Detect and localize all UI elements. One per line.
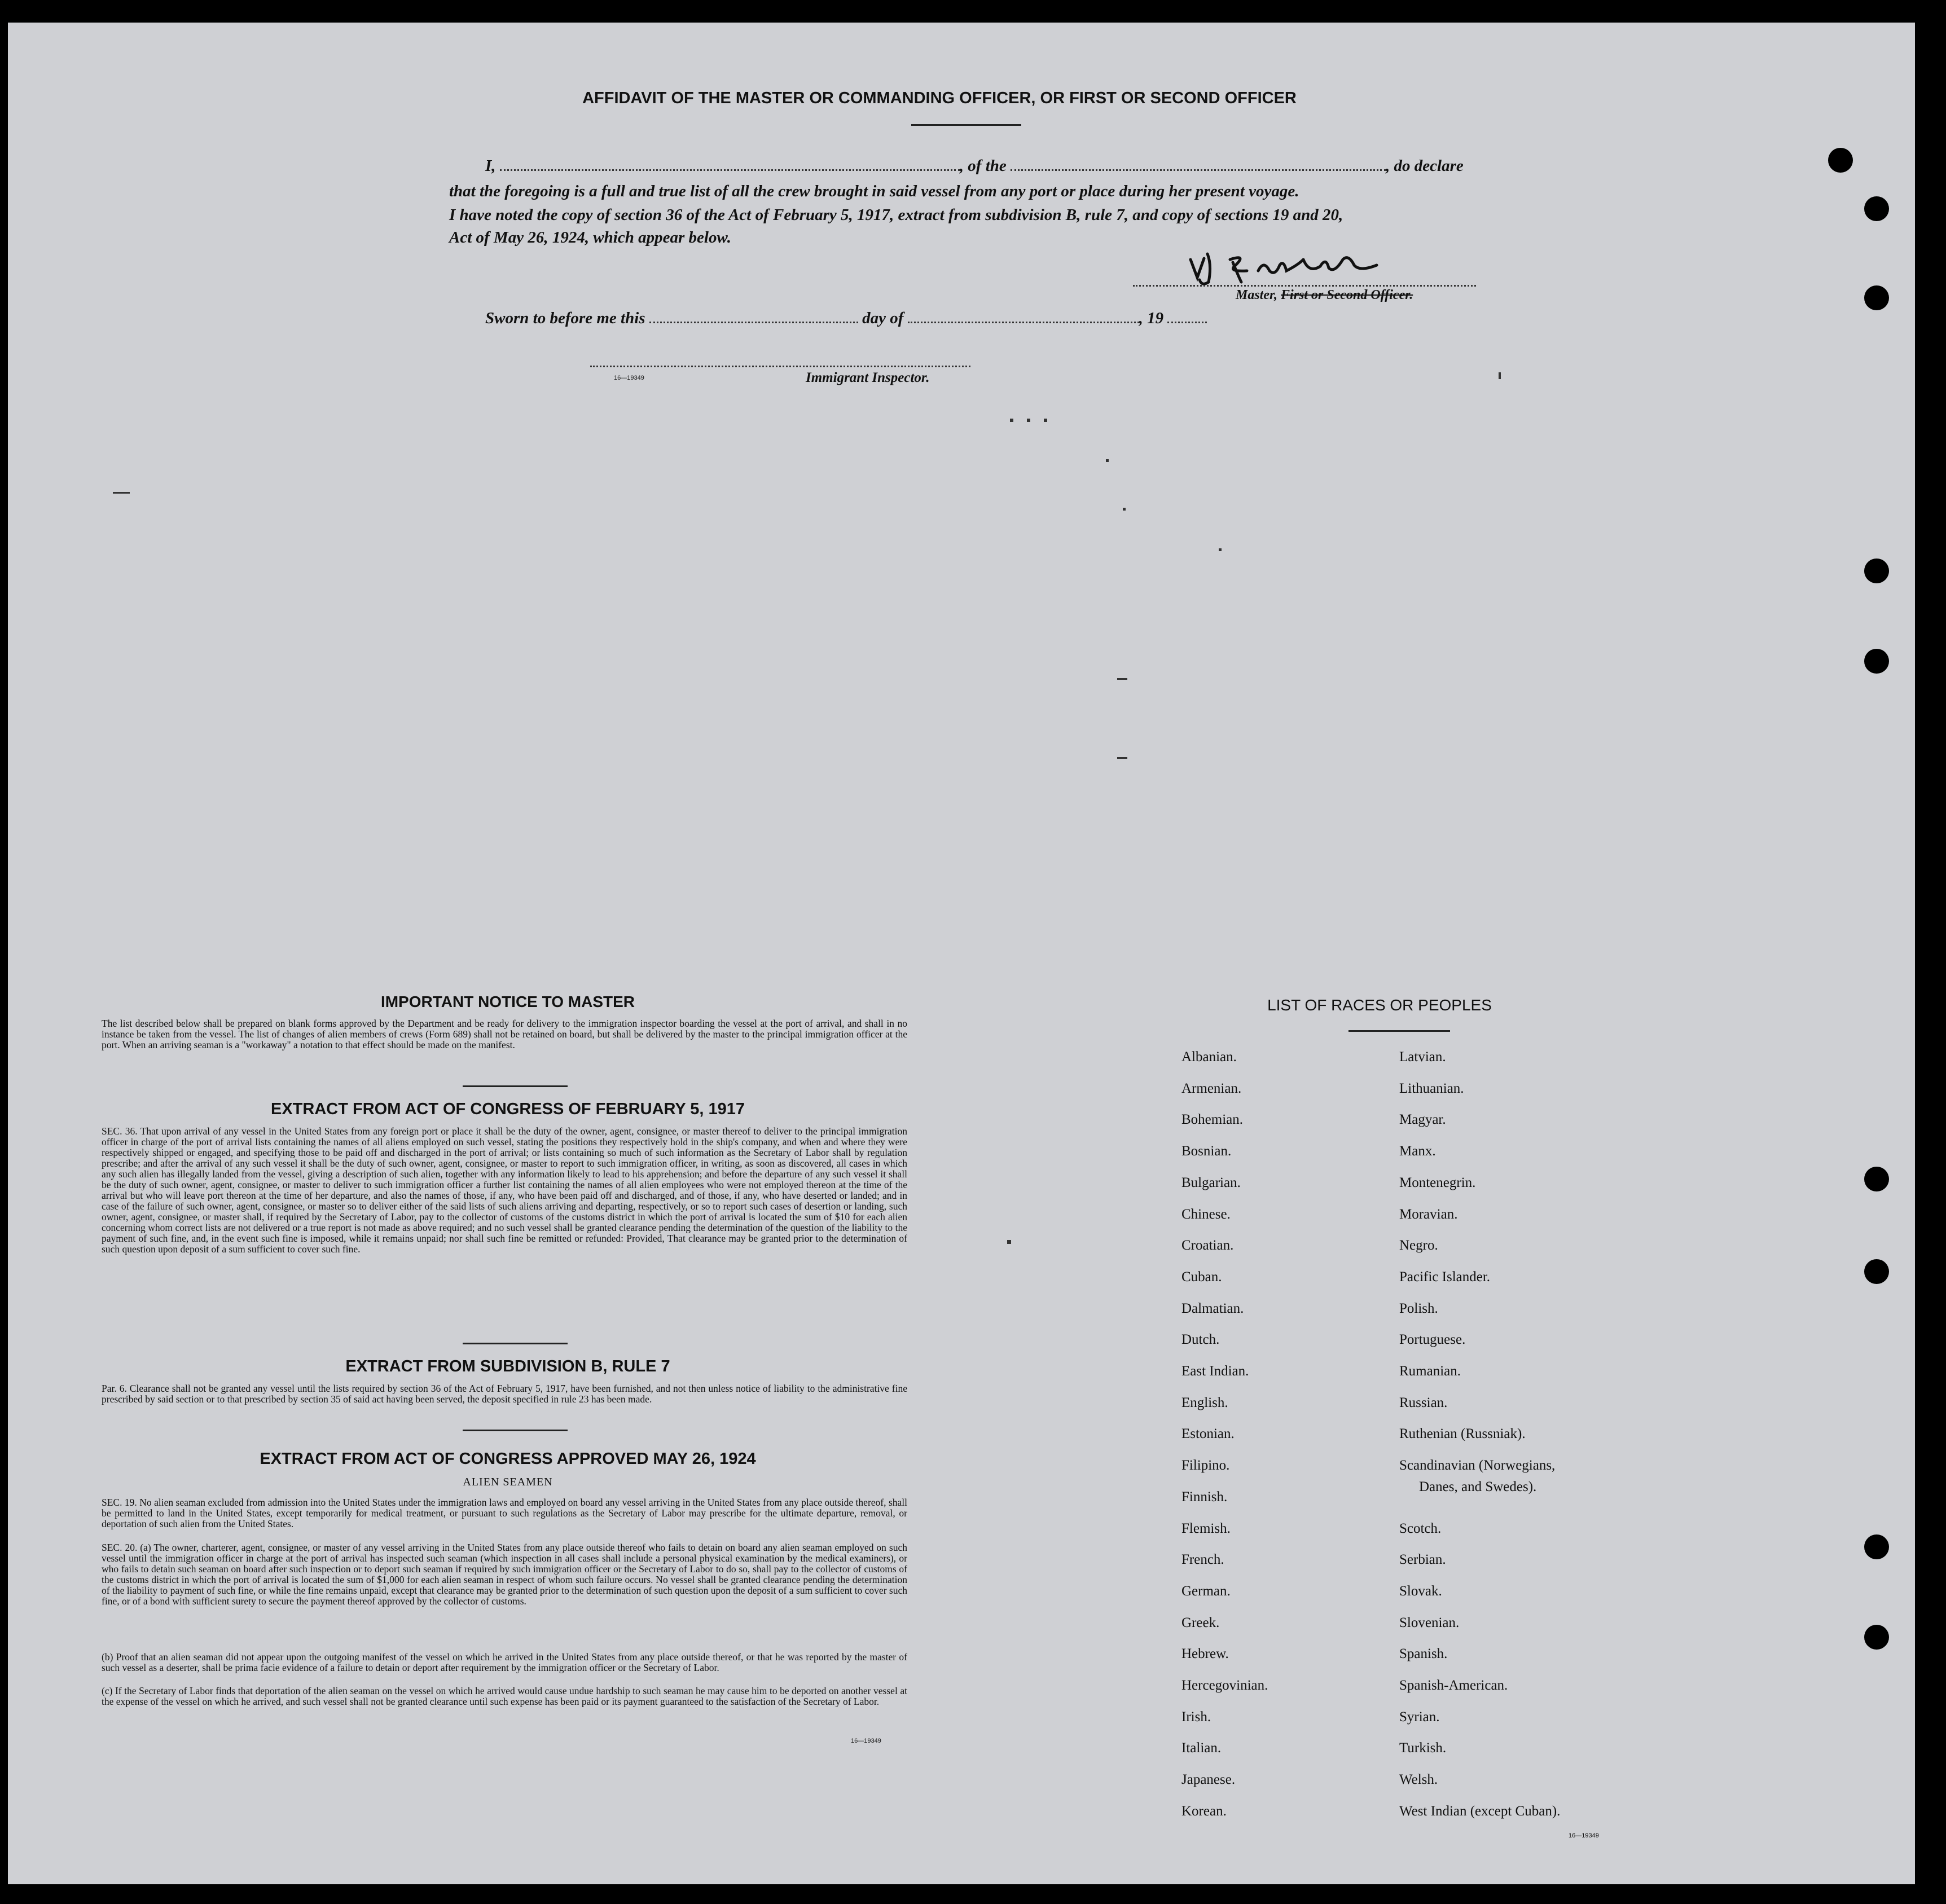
affidavit-line-3: I have noted the copy of section 36 of the Act of February 5, 1917, extract from subdivision B, rule 7, and copy of sections 19 and 20, (449, 206, 1343, 224)
races-title: LIST OF RACES OR PEOPLES (1267, 996, 1492, 1014)
affidavit-line-2: that the foregoing is a full and true list of all the crew brought in said vessel from any port or place during her present voyage. (449, 182, 1299, 200)
race-item: Armenian. (1181, 1081, 1242, 1096)
race-item: Moravian. (1399, 1207, 1458, 1222)
race-item: Welsh. (1399, 1772, 1438, 1787)
affidavit-form-number: 16—19349 (614, 375, 644, 381)
extract-rule7-title: EXTRACT FROM SUBDIVISION B, RULE 7 (345, 1357, 670, 1375)
race-item: Slovak. (1399, 1584, 1442, 1599)
race-item: Chinese. (1181, 1207, 1231, 1222)
race-item: Spanish-American. (1399, 1678, 1508, 1693)
race-item: Serbian. (1399, 1552, 1446, 1567)
bleed-through-mark (1010, 419, 1013, 422)
extract-rule7-body: Par. 6. Clearance shall not be granted any vessel until the lists required by section 36 of the Act of February 5, 1917, have been furnished, and not then unless notice of liability to the administrative fine prescribed by said section or to that prescribed by section 35 of said act having been served, the deposit specified in rule 23 has been made. (102, 1383, 907, 1405)
race-item: Japanese. (1181, 1772, 1236, 1787)
race-item: Pacific Islander. (1399, 1269, 1491, 1285)
race-item: Greek. (1181, 1615, 1220, 1630)
race-item: East Indian. (1181, 1364, 1249, 1379)
punch-hole (1864, 196, 1889, 221)
extract-1924-sec20a: SEC. 20. (a) The owner, charterer, agent, consignee, or master of any vessel arriving in the United States from any place outside thereof who fails to detain on board any alien seaman employed on such vessel until the immigration officer in charge at the port of arrival has inspected such seaman (which inspection in all cases shall include a personal physical examination by the medical examiners), or who fails to detain such seaman on board after such inspection or to deport such seaman if required by such immigration officer or the Secretary of Labor to do so, shall pay to the collector of customs of the customs district in which the port of arrival is located the sum of $1,000 for each alien seaman in respect of whom such failure occurs. No vessel shall be granted clearance pending the determination of the liability to payment of such fine, or while the fine remains unpaid, except that clearance may be granted prior to the determination of such question upon the deposit of a sum sufficient to cover such fine, or of a bond with sufficient surety to secure the payment thereof approved by the collector of customs. (102, 1542, 907, 1607)
race-item: Filipino. (1181, 1458, 1230, 1473)
extract-1924-sec19: SEC. 19. No alien seaman excluded from admission into the United States under the immigration laws and employed on board any vessel arriving in the United States from any place outside thereof, shall be permitted to land in the United States, except temporarily for medical treatment, or pursuant to such regulations as the Secretary of Labor may prescribe for the ultimate departure, removal, or deportation of such alien from the United States. (102, 1497, 907, 1529)
extract-1917-body: SEC. 36. That upon arrival of any vessel in the United States from any foreign port or place it shall be the duty of the owner, agent, consignee, or master thereof to deliver to the principal immigration officer in charge of the port of arrival lists containing the names of all aliens employed on such vessel, stating the positions they respectively hold in the ship's company, and when and where they were respectively shipped or engaged, and specifying those to be paid off and discharged in the port of arrival; or lists containing so much of such information as the Secretary of Labor shall by regulation prescribe; and after the arrival of any such vessel it shall be the duty of such owner, agent, consignee, or master to report to such immigration officer, in writing, as soon as discovered, all cases in which any such alien has illegally landed from the vessel, giving a description of such alien, together with any information likely to lead to his apprehension; and before the departure of any such vessel it shall be the duty of such owner, agent, consignee, or master to deliver to such immigration officer a further list containing the names of all alien employees who were not employed thereon at the time of the arrival but who will leave port thereon at the time of her departure, and also the names of those, if any, who have been paid off and discharged, and of those, if any, who have deserted or landed; and in case of the failure of such owner, agent, consignee, or master so to deliver either of the said lists of such aliens arriving and departing, respectively, or so to report such cases of desertion or landing, such owner, agent, consignee, or master shall, if required by the Secretary of Labor, pay to the collector of customs of the customs district in which the port of arrival is located the sum of $10 for each alien concerning whom correct lists are not delivered or a true report is not made as above required; and no such vessel shall be granted clearance pending the determination of the question of the liability to the payment of such fine, and, in the event such fine is imposed, while it remains unpaid; nor shall such fine be remitted or refunded: Provided, That clearance may be granted prior to the determination of such question upon deposit of a sum sufficient to cover such fine. (102, 1125, 907, 1255)
race-item: Magyar. (1399, 1112, 1446, 1127)
divider (463, 1085, 568, 1087)
race-item: Slovenian. (1399, 1615, 1460, 1630)
inspector-label: Immigrant Inspector. (806, 370, 930, 385)
race-item: Italian. (1181, 1740, 1222, 1756)
race-item: Flemish. (1181, 1521, 1231, 1536)
divider (911, 124, 1021, 126)
race-item: Estonian. (1181, 1426, 1235, 1441)
divider (1348, 1030, 1450, 1032)
sworn-line (485, 309, 1207, 328)
bleed-through-mark (1027, 419, 1030, 422)
sworn-year-field[interactable] (1167, 322, 1207, 323)
notice-title: IMPORTANT NOTICE TO MASTER (380, 993, 635, 1010)
punch-hole (1864, 1534, 1889, 1559)
bleed-through-mark (1117, 678, 1127, 680)
divider (463, 1343, 568, 1344)
race-item: Polish. (1399, 1301, 1438, 1316)
punch-hole (1864, 1167, 1889, 1191)
race-item: Scotch. (1399, 1521, 1442, 1536)
bleed-through-mark (1499, 372, 1501, 379)
race-item: Negro. (1399, 1238, 1438, 1253)
master-signature (1185, 243, 1411, 288)
race-item: Latvian. (1399, 1049, 1446, 1065)
inspector-line (590, 366, 970, 367)
race-item: French. (1181, 1552, 1224, 1567)
year-label: , 19 (1139, 309, 1164, 327)
races-form-number: 16—19349 (1569, 1832, 1599, 1839)
affidavit-i: I, (485, 157, 496, 175)
extract-1924-sec20b: (b) Proof that an alien seaman did not appear upon the outgoing manifest of the vessel on which he arrived in the United States from any place outside thereof, or that he was reported by the master of such vessel as a deserter, shall be prima facie evidence of a failure to detain or deport after requirement by the immigration officer or the Secretary of Labor. (102, 1651, 907, 1673)
race-item: West Indian (except Cuban). (1399, 1804, 1561, 1819)
bleed-through-mark (1044, 419, 1047, 422)
affidavit-title: AFFIDAVIT OF THE MASTER OR COMMANDING OFFICER, OR FIRST OR SECOND OFFICER (582, 89, 1297, 107)
race-item: Scandinavian (Norwegians, (1399, 1458, 1556, 1473)
race-item: Hebrew. (1181, 1646, 1229, 1661)
race-scandinavian-continued: Danes, and Swedes). (1419, 1479, 1537, 1494)
race-item: German. (1181, 1584, 1231, 1599)
extract-form-number: 16—19349 (851, 1738, 881, 1744)
extract-1917-title: EXTRACT FROM ACT OF CONGRESS OF FEBRUARY 5, 1917 (270, 1100, 745, 1118)
notice-body: The list described below shall be prepared on blank forms approved by the Department and be ready for delivery to the immigration inspector boarding the vessel at the port of arrival, and shall in no instance be taken from the vessel. The list of changes of alien members of crews (Form 689) shall not be retained on board, but shall be delivered by the master to the principal immigration officer at the port. When an arriving seaman is a "workaway" a notation to that effect should be made on the manifest. (102, 1018, 907, 1050)
extract-1924-subtitle: ALIEN SEAMEN (463, 1476, 553, 1488)
day-of-label: day of (862, 309, 904, 327)
race-item: English. (1181, 1395, 1228, 1410)
affidavit-of-the: , of the (959, 157, 1007, 175)
race-item: Manx. (1399, 1144, 1436, 1159)
race-item: Turkish. (1399, 1740, 1447, 1756)
punch-hole (1864, 1259, 1889, 1284)
race-item: Rumanian. (1399, 1364, 1461, 1379)
race-item: Cuban. (1181, 1269, 1222, 1285)
punch-hole (1864, 1625, 1889, 1650)
bleed-through-mark (1117, 757, 1127, 759)
vessel-field[interactable] (1011, 169, 1386, 171)
race-item: Dutch. (1181, 1332, 1220, 1347)
bleed-through-mark (1219, 548, 1222, 551)
affidavit-line-1 (485, 157, 1464, 175)
affidavit-line-4: Act of May 26, 1924, which appear below. (449, 228, 731, 247)
race-item: Hercegovinian. (1181, 1678, 1268, 1693)
race-item: Bosnian. (1181, 1144, 1232, 1159)
master-title (1236, 288, 1413, 303)
race-item: Lithuanian. (1399, 1081, 1464, 1096)
punch-hole (1864, 285, 1889, 310)
name-field[interactable] (500, 169, 960, 171)
punch-hole (1828, 148, 1853, 173)
bleed-through-mark (1106, 459, 1109, 462)
race-item: Bulgarian. (1181, 1175, 1241, 1190)
extract-1924-title: EXTRACT FROM ACT OF CONGRESS APPROVED MAY 26, 1924 (260, 1450, 756, 1468)
first-second-officer-struck: First or Second Officer. (1281, 288, 1413, 302)
race-item: Spanish. (1399, 1646, 1448, 1661)
race-item: Russian. (1399, 1395, 1448, 1410)
sworn-month-field[interactable] (908, 322, 1139, 323)
race-item: Irish. (1181, 1709, 1211, 1725)
master-label: Master, (1236, 288, 1278, 302)
extract-1924-sec20c: (c) If the Secretary of Labor finds that deportation of the alien seaman on the vessel on which he arrived would cause undue hardship to such seaman he may cause him to be deported on another vessel at the expense of the vessel on which he arrived, and such vessel shall not be granted clearance until such expense has been paid or its payment guaranteed to the satisfaction of the Secretary of Labor. (102, 1685, 907, 1707)
punch-hole (1864, 559, 1889, 583)
signature-line (1133, 285, 1476, 287)
race-item: Syrian. (1399, 1709, 1440, 1725)
divider (463, 1430, 568, 1431)
sworn-label: Sworn to before me this (485, 309, 645, 327)
bleed-through-mark (1007, 1240, 1011, 1244)
bleed-through-mark (113, 492, 130, 494)
race-item: Croatian. (1181, 1238, 1234, 1253)
race-item: Portuguese. (1399, 1332, 1466, 1347)
affidavit-do-declare: , do declare (1386, 157, 1464, 175)
punch-hole (1864, 649, 1889, 674)
bleed-through-mark (1123, 508, 1126, 511)
race-item: Ruthenian (Russniak). (1399, 1426, 1526, 1441)
race-item: Montenegrin. (1399, 1175, 1476, 1190)
race-item: Korean. (1181, 1804, 1227, 1819)
race-item: Bohemian. (1181, 1112, 1244, 1127)
race-item: Dalmatian. (1181, 1301, 1244, 1316)
race-item: Albanian. (1181, 1049, 1237, 1065)
race-item: Finnish. (1181, 1489, 1228, 1505)
sworn-day-field[interactable] (649, 322, 858, 323)
